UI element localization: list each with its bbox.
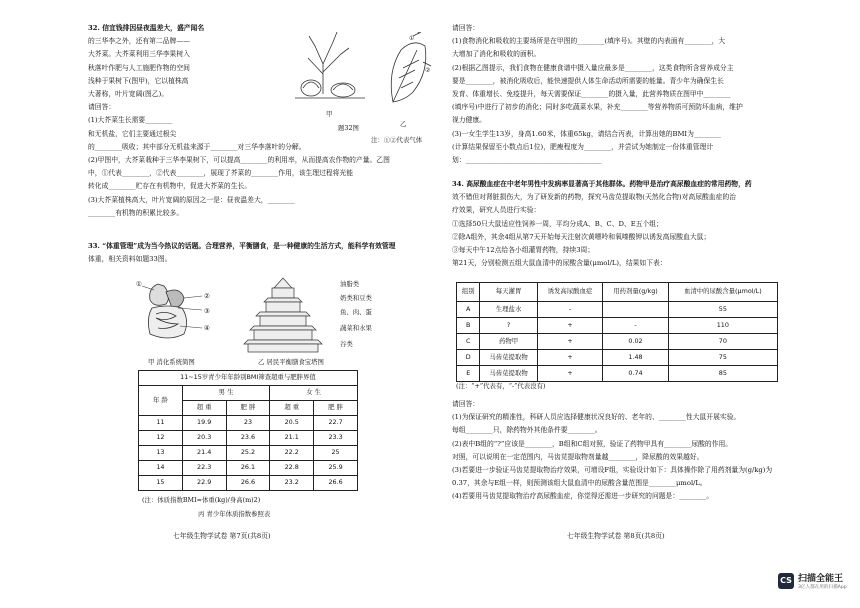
table-cell: 14 [139,461,183,476]
table-cell: 110 [668,318,777,334]
table-cell: 11 [139,416,183,431]
table-cell: + [537,366,603,382]
text-line: 的________吸收；其中部分无机盐来源于________对三华李落叶的分解。 [88,142,306,151]
right-page-footer: 七年级生物学试卷 第8页(共8页) [567,532,665,540]
table-cell: 药物甲 [480,334,537,350]
table-cell: 75 [668,350,777,366]
text-line: 发育、体重增长、免疫提升，每天需要保证________的摄入量，此营养物质在图甲中________ [452,90,731,99]
table-cell: 85 [668,366,777,382]
text-line: 的三华李之外，还有第二品牌—— [88,37,190,46]
text-line: 浅种于果树下(图甲)，它以植株高 [88,76,189,85]
table-cell: 70 [668,334,777,350]
pagoda-label-grain: 谷类 [340,340,353,348]
table-header-cell: 组别 [457,283,480,302]
table-cell: 20.5 [270,416,314,431]
question-33-continued [452,22,812,167]
text-line: 疗效果，研究人员进行实验： [452,206,541,215]
table-cell: ? [480,318,537,334]
text-line: ①选择50只大鼠适应性饲养一周，平均分成A、B、C、D、E五个组； [452,219,663,228]
table-cell: 22.3 [182,461,226,476]
digestive-label-3: ③ [204,307,210,315]
table-row [139,431,358,446]
table-cell: + [537,350,603,366]
table-row [457,334,778,350]
table-cell: 55 [668,302,777,318]
pagoda-label-oil: 油脂类 [340,280,360,288]
text-line: 大著称，叶片宽阔(图乙)。 [88,90,169,99]
digestive-label-2: ② [204,292,210,300]
digestive-label-1: ① [136,280,142,288]
text-line: (1)为保证研究的精准性，科研人员应选择健康状况良好的、老年的、________性大鼠开展实验。 [452,413,741,422]
text-line: (3)若要进一步验证马齿苋提取物治疗效果，可增设F组，实验设计如下：具体操作除了用药剂量为(g/kg)为 [452,466,773,475]
table-cell: 25.9 [314,461,358,476]
fig-yi-caption: 乙 居民平衡膳食宝塔图 [258,358,324,366]
text-line: (计算结果保留至小数点后1位)，肥瘦程度为________，并尝试为她制定一份体重管理计 [452,142,714,151]
svg-text:②: ② [425,67,431,74]
bmi-header-age: 年 龄 [139,386,183,416]
bmi-sub-header: 肥 胖 [226,401,270,416]
table-cell: 22.7 [314,416,358,431]
table-cell: 26.6 [314,476,358,491]
bmi-sub-header: 超 重 [182,401,226,416]
fig-jia-caption: 甲 消化系统简图 [148,358,195,366]
question-33 [88,240,428,266]
table-cell: - [537,302,603,318]
q32-caption-jia: 甲 [326,110,333,118]
table-cell: D [457,350,480,366]
text-line: 请回答： [452,400,480,408]
text-line: 转化成________贮存在有机物中，促进大芥菜的生长。 [88,182,252,191]
text-line: ②除A组外，其余4组从第7天开始每天注射次黄嘌呤和氧嗪酸钾以诱发高尿酸血大鼠； [452,232,711,241]
question-32 [88,22,431,220]
table-cell: 生理盐水 [480,302,537,318]
text-line: 要是________，被消化吸收后，能快速提供人体生命活动所需要的能量。青少年为确保生长 [452,76,724,85]
table-cell: 马齿苋提取物 [480,350,537,366]
table-cell: E [457,366,480,382]
text-line: 每组________只，除药物外其他条件要________。 [452,426,602,435]
bmi-header-male: 男 生 [182,386,270,401]
bmi-table-title: 11~15岁青少年年龄别BMI筛查超重与肥胖界值 [139,371,358,386]
q32-figure-jia [293,24,368,104]
text-line: (1)大芥菜生长需要________ [88,116,173,125]
bmi-header-female: 女 生 [270,386,358,401]
experiment-note: (注：“+”代表有，“-”代表没有) [456,382,546,390]
table-row [139,476,358,491]
q32-figure-yi [383,32,433,104]
table-cell: 23.3 [314,431,358,446]
text-line: 请回答： [88,103,116,112]
text-line: ________有机物的积累比较多。 [88,208,184,217]
table-cell: 23.6 [226,431,270,446]
bmi-sub-header: 超 重 [270,401,314,416]
bmi-sub-header: 肥 胖 [314,401,358,416]
text-line: 中，①代表________，②代表________，展现了芥菜的________作用，该生理过程将光能 [88,169,354,178]
text-line: (2)根据乙图提示，我们食物在健康食谱中摄入量应最多是________，这类食物所含营养成分主 [452,63,734,72]
left-page [88,0,431,560]
scanner-logo: CS [778,573,794,589]
text-line: 对照，可以说明在一定范围内，马齿苋提取物剂量越________，降尿酸的效果越好。 [452,452,704,461]
table-cell: 0.02 [603,334,668,350]
table-cell: 25.2 [226,446,270,461]
table-cell: B [457,318,480,334]
text-line: 视力健康。 [452,116,486,125]
svg-text:①: ① [409,35,415,42]
question-34 [452,178,812,270]
pagoda-label-meat: 鱼、肉、蛋 [340,308,372,316]
table-cell: 22.2 [270,446,314,461]
table-cell: 15 [139,476,183,491]
table-cell: + [537,318,603,334]
text-line: (2)甲图中，大芥菜栽种于三华李果树下，可以提高________的利用率，从而提高农作物的产量。乙图 [88,156,390,165]
text-line: 大增加了消化和吸收的面积。 [452,50,541,59]
table-cell: 马齿苋提取物 [480,366,537,382]
text-line: (4)若要用马齿苋提取物治疗高尿酸血症，你觉得还需进一步研究的问题是：________。 [452,492,714,501]
table-cell: 23.2 [270,476,314,491]
table-cell: 13 [139,446,183,461]
left-page-footer: 七年级生物学试卷 第7页(共8页) [173,532,271,540]
table-header-cell: 血清中的尿酸含量(μmol/L) [668,283,777,302]
text-line: 0.37，其余与E组一样，则预测该组大鼠血清中的尿酸含量范围是________μmol/L。 [452,479,707,488]
text-line: 体重，相关资料如题33图。 [88,255,172,264]
table-header-cell: 诱发高尿酸血症 [537,283,603,302]
table-header-cell: 每天灌胃 [480,283,537,302]
table-cell: 20.3 [182,431,226,446]
table-cell: 12 [139,431,183,446]
table-cell: 22.9 [182,476,226,491]
q32-figure-title: 题32图 [338,124,359,132]
text-line: 33. “体重管理”成为当今热议的话题。合理营养，平衡膳食，是一种健康的生活方式，能科学有效管理 [88,242,396,250]
table-cell: - [603,318,668,334]
table-cell: 1.48 [603,350,668,366]
text-line: 34. 高尿酸血症在中老年男性中发病率显著高于其他群体。药物甲是治疗高尿酸血症的常用药物，药 [452,180,752,188]
text-line: 大芥菜。大芥菜利用三华李果树入 [88,50,190,59]
food-pagoda-figure [238,276,328,354]
text-line: ③每天中午12点给各小组灌胃药物，持续3周； [452,246,595,255]
scanner-tagline: 3亿人都在用的扫描App [798,585,847,590]
text-line: (3)大芥菜植株高大，叶片宽阔的原因之一是：昼夜温差大，________ [88,195,295,204]
table-row [457,318,778,334]
table-cell: 21.1 [270,431,314,446]
digestive-label-4: ④ [204,324,210,332]
scanner-name: 扫描全能王 [798,574,844,584]
text-line: (1)食物消化和吸收的主要场所是在甲图的________(填序号)。其壁的内表面有________，大 [452,37,726,46]
pagoda-label-veg: 蔬菜和水果 [340,324,372,332]
q32-figure-note: 注：①②代表气体 [371,136,423,144]
table-cell: 23 [226,416,270,431]
scanner-watermark [778,571,847,590]
table-cell: 19.9 [182,416,226,431]
text-line: 请回答： [452,24,480,32]
table-cell: 25 [314,446,358,461]
text-line: 秋落叶作肥与人工施肥作物的空间 [88,63,190,72]
table-cell: C [457,334,480,350]
text-line: (填序号)中进行了初步的消化；同时多吃蔬菜水果，补充________等营养物质可预防坏血病，维护 [452,103,743,112]
table-cell: A [457,302,480,318]
pagoda-label-dairy: 奶类和豆类 [340,294,372,302]
table-row [457,302,778,318]
right-page [452,0,812,560]
experiment-table [456,282,778,382]
table-cell: 0.74 [603,366,668,382]
table-row [139,461,358,476]
table-cell: + [537,334,603,350]
table-cell: 26.1 [226,461,270,476]
bmi-table [138,370,358,491]
text-line: (2)表中B组的“?”应该是________，B组和C组对照，验证了药物甲具有________尿酸的作用。 [452,439,733,448]
bmi-caption: 丙 青少年体质指数参照表 [198,510,271,518]
text-line: 第21天，分别检测五组大鼠血清中的尿酸含量(μmol/L)，结果如下表： [452,259,667,268]
table-cell: 26.6 [226,476,270,491]
text-line: 和无机盐，它们主要通过根尖 [88,129,177,138]
question-34-answers [452,398,812,504]
table-cell: 22.8 [270,461,314,476]
table-cell: 21.4 [182,446,226,461]
text-line: 划：________________________________________ [452,156,602,165]
table-row [139,446,358,461]
table-row [139,416,358,431]
table-cell [603,302,668,318]
digestive-system-figure [138,278,208,346]
text-line: (3)一女生学生13岁，身高1.60米，体重65kg，请结合丙表，计算出她的BMI为________ [452,129,722,138]
text-line: 32. 信宜钱排因昼夜温差大，盛产闻名 [88,24,205,32]
text-line: 效不错但对肾脏损伤大，为了研发新的药物，探究马齿苋提取物(天然化合物)对高尿酸血症的治 [452,193,736,202]
table-header-cell: 用药剂量(g/kg) [603,283,668,302]
bmi-note: (注：体质指数BMI=体重(kg)/身高(m)2) [142,496,261,504]
table-row [457,350,778,366]
q32-caption-yi: 乙 [400,120,407,128]
